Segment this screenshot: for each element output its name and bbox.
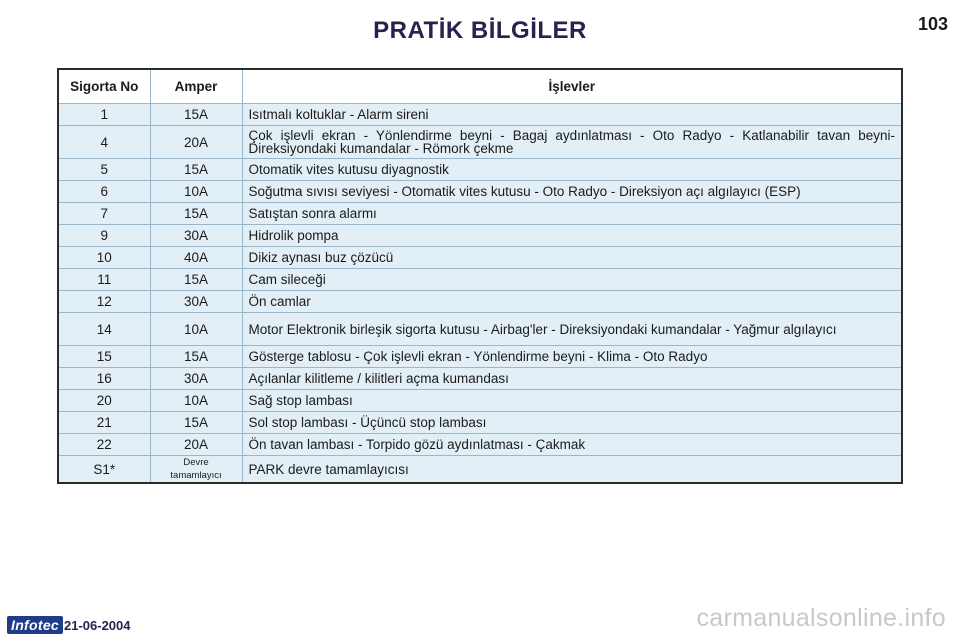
fuse-function: Çok işlevli ekran - Yönlendirme beyni - Bagaj aydınlatması - Oto Radyo - Katlanabilir tavan beyni- Direksiyondaki kumandalar - Römork çekme: [242, 126, 902, 159]
fuse-function: Isıtmalı koltuklar - Alarm sireni: [242, 104, 902, 126]
table-row: [58, 390, 902, 412]
fuse-number: 12: [58, 291, 150, 313]
fuse-number: 20: [58, 390, 150, 412]
fuse-number: 6: [58, 181, 150, 203]
fuse-amperage: 10A: [150, 181, 242, 203]
table-row: [58, 291, 902, 313]
watermark: carmanualsonline.info: [696, 604, 946, 632]
fuse-amperage: 30A: [150, 368, 242, 390]
header-functions: İşlevler: [242, 69, 902, 104]
fuse-amperage: 15A: [150, 104, 242, 126]
table-row: [58, 126, 902, 159]
fuse-number: 9: [58, 225, 150, 247]
fuse-number: 11: [58, 269, 150, 291]
fuse-amperage: 15A: [150, 159, 242, 181]
fuse-amperage: 15A: [150, 346, 242, 368]
table-row: [58, 368, 902, 390]
fuse-amperage: 10A: [150, 390, 242, 412]
fuse-amperage: 20A: [150, 434, 242, 456]
table-row: [58, 225, 902, 247]
fuse-function: Ön camlar: [242, 291, 902, 313]
fuse-number: 5: [58, 159, 150, 181]
table-row: [58, 313, 902, 346]
fuse-function: Sağ stop lambası: [242, 390, 902, 412]
fuse-function: Cam sileceği: [242, 269, 902, 291]
table-row: [58, 269, 902, 291]
fuse-number: 4: [58, 126, 150, 159]
table-row: [58, 247, 902, 269]
fuse-function: Dikiz aynası buz çözücü: [242, 247, 902, 269]
fuse-function: Sol stop lambası - Üçüncü stop lambası: [242, 412, 902, 434]
page-number: 103: [917, 14, 948, 34]
infotec-logo: Infotec: [7, 616, 63, 634]
fuse-amperage: 30A: [150, 291, 242, 313]
fuse-function: PARK devre tamamlayıcısı: [242, 456, 902, 484]
fuse-number: 10: [58, 247, 150, 269]
fuse-function: Soğutma sıvısı seviyesi - Otomatik vites kutusu - Oto Radyo - Direksiyon açı algılayıcı (ESP): [242, 181, 902, 203]
fuse-amperage: Devre tamamlayıcı: [150, 456, 242, 484]
table-header-row: [58, 69, 902, 104]
fuse-function: Satıştan sonra alarmı: [242, 203, 902, 225]
fuse-number: 22: [58, 434, 150, 456]
fuse-table: [57, 68, 903, 484]
fuse-function: Ön tavan lambası - Torpido gözü aydınlatması - Çakmak: [242, 434, 902, 456]
fuse-function: Açılanlar kilitleme / kilitleri açma kumandası: [242, 368, 902, 390]
fuse-function: Hidrolik pompa: [242, 225, 902, 247]
fuse-number: 21: [58, 412, 150, 434]
fuse-amperage: 15A: [150, 269, 242, 291]
table-row: [58, 159, 902, 181]
footer-date: 21-06-2004: [64, 617, 131, 633]
fuse-number: 14: [58, 313, 150, 346]
page-title: PRATİK BİLGİLER: [373, 17, 587, 44]
fuse-function: Gösterge tablosu - Çok işlevli ekran - Yönlendirme beyni - Klima - Oto Radyo: [242, 346, 902, 368]
table-row: [58, 181, 902, 203]
fuse-amperage: 20A: [150, 126, 242, 159]
fuse-number: S1*: [58, 456, 150, 484]
fuse-number: 16: [58, 368, 150, 390]
table-row: [58, 412, 902, 434]
table-row: [58, 104, 902, 126]
footer: [7, 616, 131, 634]
header-fuse-no: Sigorta No: [58, 69, 150, 104]
fuse-amperage: 15A: [150, 203, 242, 225]
fuse-amperage: 15A: [150, 412, 242, 434]
fuse-function: Otomatik vites kutusu diyagnostik: [242, 159, 902, 181]
fuse-number: 15: [58, 346, 150, 368]
fuse-number: 1: [58, 104, 150, 126]
fuse-amperage: 30A: [150, 225, 242, 247]
fuse-number: 7: [58, 203, 150, 225]
table-row: [58, 203, 902, 225]
table-row: [58, 346, 902, 368]
table-row: [58, 434, 902, 456]
header-amper: Amper: [150, 69, 242, 104]
fuse-amperage: 10A: [150, 313, 242, 346]
fuse-amperage: 40A: [150, 247, 242, 269]
table-row: [58, 456, 902, 484]
fuse-function: Motor Elektronik birleşik sigorta kutusu - Airbag'ler - Direksiyondaki kumandalar - Yağmur algılayıcı: [242, 313, 902, 346]
